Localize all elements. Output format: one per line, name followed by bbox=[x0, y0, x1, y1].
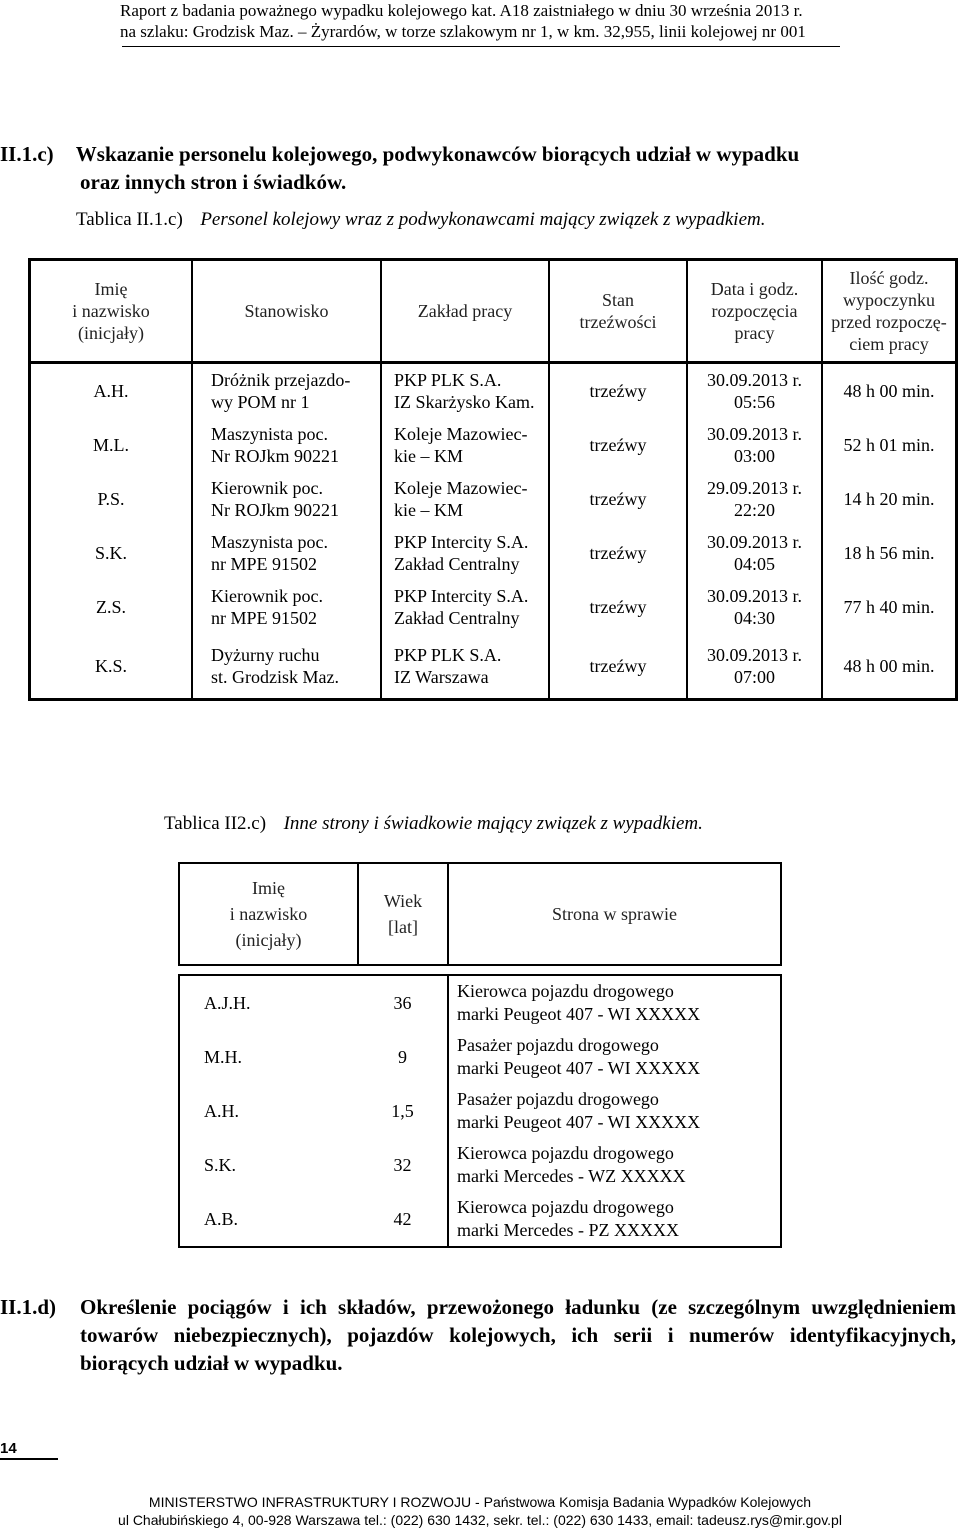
table1-caption-text: Personel kolejowy wraz z podwykonawcami mający związek z wypadkiem. bbox=[200, 209, 766, 230]
cell-name: S.K. bbox=[179, 1138, 358, 1192]
cell-role: Kierowca pojazdu drogowego marki Mercedes - WZ XXXXX bbox=[448, 1138, 781, 1192]
cell-employer: Koleje Mazowiec- kie – KM bbox=[381, 472, 549, 526]
cell-name: A.J.H. bbox=[179, 975, 358, 1030]
cell-position: Dróżnik przejazdo- wy POM nr 1 bbox=[192, 363, 381, 419]
cell-employer: PKP Intercity S.A. Zakład Centralny bbox=[381, 580, 549, 634]
footer-line-2: ul Chałubińskiego 4, 00-928 Warszawa tel.: (022) 630 1432, sekr. tel.: (022) 630 1433, email: tadeusz.rys@mir.gov.pl bbox=[118, 1512, 842, 1528]
header-line-1: Raport z badania poważnego wypadku kolejowego kat. A18 zaistniałego w dniu 30 września 2013 r. bbox=[120, 1, 803, 20]
cell-sobriety: trzeźwy bbox=[549, 418, 687, 472]
header-sobriety: Stan trzeźwości bbox=[549, 260, 687, 363]
cell-name: A.H. bbox=[30, 363, 193, 419]
cell-start: 29.09.2013 r. 22:20 bbox=[687, 472, 822, 526]
cell-start: 30.09.2013 r. 03:00 bbox=[687, 418, 822, 472]
header-position: Stanowisko bbox=[192, 260, 381, 363]
header-line-2: na szlaku: Grodzisk Maz. – Żyrardów, w torze szlakowym nr 1, w km. 32,955, linii kolejowej nr 001 bbox=[120, 22, 806, 41]
table-row bbox=[179, 1030, 781, 1084]
cell-name: M.H. bbox=[179, 1030, 358, 1084]
page-number: 14 bbox=[0, 1440, 17, 1457]
section-c-title-1: Wskazanie personelu kolejowego, podwykonawców biorących udział w wypadku bbox=[75, 142, 800, 166]
personnel-table bbox=[28, 258, 958, 701]
cell-rest: 52 h 01 min. bbox=[822, 418, 957, 472]
cell-position: Maszynista poc. Nr ROJkm 90221 bbox=[192, 418, 381, 472]
cell-name: S.K. bbox=[30, 526, 193, 580]
table-row bbox=[179, 975, 781, 1030]
cell-role: Pasażer pojazdu drogowego marki Peugeot 407 - WI XXXXX bbox=[448, 1030, 781, 1084]
cell-employer: PKP Intercity S.A. Zakład Centralny bbox=[381, 526, 549, 580]
cell-rest: 18 h 56 min. bbox=[822, 526, 957, 580]
header-divider bbox=[122, 46, 840, 47]
witnesses-table-header bbox=[179, 863, 781, 965]
header-age: Wiek [lat] bbox=[358, 863, 448, 965]
table-row bbox=[30, 634, 957, 700]
table2-caption-text: Inne strony i świadkowie mający związek z wypadkiem. bbox=[283, 813, 703, 834]
report-header bbox=[120, 0, 920, 42]
cell-employer: PKP PLK S.A. IZ Skarżysko Kam. bbox=[381, 363, 549, 419]
cell-age: 32 bbox=[358, 1138, 448, 1192]
table-row bbox=[30, 363, 957, 419]
table-row bbox=[179, 1192, 781, 1247]
table-row bbox=[30, 418, 957, 472]
header-role: Strona w sprawie bbox=[448, 863, 781, 965]
cell-name: M.L. bbox=[30, 418, 193, 472]
cell-position: Dyżurny ruchu st. Grodzisk Maz. bbox=[192, 634, 381, 700]
cell-start: 30.09.2013 r. 07:00 bbox=[687, 634, 822, 700]
header-name: Imię i nazwisko (inicjały) bbox=[30, 260, 193, 363]
cell-start: 30.09.2013 r. 05:56 bbox=[687, 363, 822, 419]
table2-caption bbox=[164, 812, 703, 836]
cell-rest: 48 h 00 min. bbox=[822, 363, 957, 419]
table-row bbox=[30, 526, 957, 580]
cell-sobriety: trzeźwy bbox=[549, 580, 687, 634]
section-d-text: Określenie pociągów i ich składów, przewożonego ładunku (ze szczególnym uwzględnieniem towarów niebezpiecznych), pojazdów kolejowych, ich serii i numerów identyfikacyjnych, biorących udział w wypadku. bbox=[80, 1295, 956, 1375]
cell-sobriety: trzeźwy bbox=[549, 634, 687, 700]
table2-caption-label: Tablica II2.c) bbox=[164, 813, 267, 834]
cell-name: P.S. bbox=[30, 472, 193, 526]
header-rest: Ilość godz. wypoczynku przed rozpoczę- ciem pracy bbox=[822, 260, 957, 363]
cell-age: 36 bbox=[358, 975, 448, 1030]
cell-role: Pasażer pojazdu drogowego marki Peugeot 407 - WI XXXXX bbox=[448, 1084, 781, 1138]
cell-name: A.B. bbox=[179, 1192, 358, 1247]
page-footer bbox=[0, 1493, 960, 1529]
cell-role: Kierowca pojazdu drogowego marki Peugeot 407 - WI XXXXX bbox=[448, 975, 781, 1030]
cell-name: A.H. bbox=[179, 1084, 358, 1138]
section-c-number: II.1.c) bbox=[0, 142, 54, 166]
section-d-number: II.1.d) bbox=[0, 1295, 57, 1319]
table-row bbox=[30, 472, 957, 526]
cell-start: 30.09.2013 r. 04:05 bbox=[687, 526, 822, 580]
table-row bbox=[30, 580, 957, 634]
footer-line-1: MINISTERSTWO INFRASTRUKTURY I ROZWOJU - Państwowa Komisja Badania Wypadków Kolejowych bbox=[148, 1494, 812, 1510]
cell-rest: 14 h 20 min. bbox=[822, 472, 957, 526]
cell-name: Z.S. bbox=[30, 580, 193, 634]
header-employer: Zakład pracy bbox=[381, 260, 549, 363]
cell-position: Kierownik poc. Nr ROJkm 90221 bbox=[192, 472, 381, 526]
cell-rest: 77 h 40 min. bbox=[822, 580, 957, 634]
header-start: Data i godz. rozpoczęcia pracy bbox=[687, 260, 822, 363]
table1-caption bbox=[76, 208, 765, 232]
cell-position: Maszynista poc. nr MPE 91502 bbox=[192, 526, 381, 580]
cell-sobriety: trzeźwy bbox=[549, 526, 687, 580]
cell-employer: PKP PLK S.A. IZ Warszawa bbox=[381, 634, 549, 700]
cell-sobriety: trzeźwy bbox=[549, 363, 687, 419]
cell-rest: 48 h 00 min. bbox=[822, 634, 957, 700]
personnel-table-header bbox=[30, 260, 957, 363]
cell-start: 30.09.2013 r. 04:30 bbox=[687, 580, 822, 634]
cell-employer: Koleje Mazowiec- kie – KM bbox=[381, 418, 549, 472]
cell-position: Kierownik poc. nr MPE 91502 bbox=[192, 580, 381, 634]
cell-age: 9 bbox=[358, 1030, 448, 1084]
page-number-rule bbox=[0, 1458, 58, 1460]
section-c-heading bbox=[0, 140, 960, 196]
table-row bbox=[179, 1138, 781, 1192]
header-name: Imię i nazwisko (inicjały) bbox=[179, 863, 358, 965]
cell-name: K.S. bbox=[30, 634, 193, 700]
section-c-title-2: oraz innych stron i świadków. bbox=[80, 170, 347, 194]
cell-age: 1,5 bbox=[358, 1084, 448, 1138]
table1-caption-label: Tablica II.1.c) bbox=[76, 209, 183, 230]
cell-sobriety: trzeźwy bbox=[549, 472, 687, 526]
cell-role: Kierowca pojazdu drogowego marki Mercedes - PZ XXXXX bbox=[448, 1192, 781, 1247]
witnesses-table bbox=[178, 862, 782, 1248]
cell-age: 42 bbox=[358, 1192, 448, 1247]
table-row bbox=[179, 1084, 781, 1138]
